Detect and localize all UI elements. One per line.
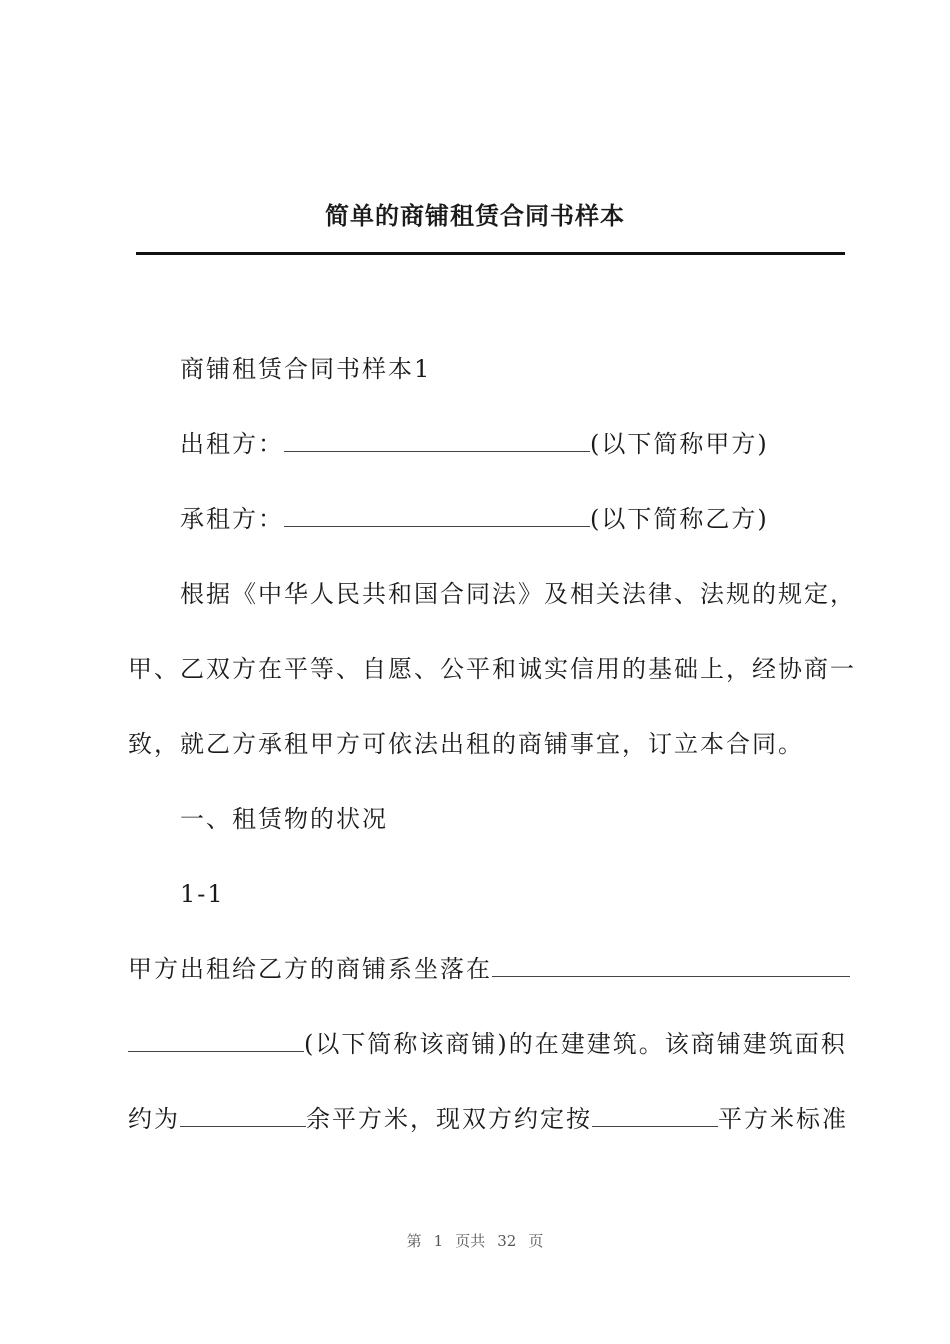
clause-line-1 [128,953,848,985]
footer-total-pages: 32 [497,1232,517,1250]
footer-label-1: 第 [406,1232,422,1250]
location-blank-cont [128,1029,304,1052]
lessor-label: 出租方： [180,430,284,458]
clause-line-3-b: 余平方米，现双方约定按 [306,1105,592,1133]
clause-line-3-a: 约为 [128,1105,180,1133]
clause-line-3-c: 平方米标准 [718,1105,848,1133]
lessee-label: 承租方： [180,505,284,533]
clause-line-3 [128,1103,848,1135]
intro-paragraph-line-2: 甲、乙双方在平等、自愿、公平和诚实信用的基础上，经协商一 [128,655,856,683]
lessee-line [180,503,900,535]
document-title: 简单的商铺租赁合同书样本 [325,202,625,230]
lessor-blank [284,429,590,452]
area-blank [180,1104,306,1127]
clause-line-2 [128,1028,848,1060]
contract-heading: 商铺租赁合同书样本1 [180,355,432,383]
clause-line-2-text: (以下简称该商铺)的在建建筑。该商铺建筑面积 [304,1030,847,1058]
lessor-line [180,428,900,460]
footer-label-2: 页共 [455,1232,486,1250]
page-footer [0,1230,950,1251]
clause-line-1-text: 甲方出租给乙方的商铺系坐落在 [128,955,492,983]
footer-label-3: 页 [528,1232,544,1250]
footer-page-number: 1 [433,1232,444,1250]
lessee-suffix: (以下简称乙方) [590,505,769,533]
lessor-suffix: (以下简称甲方) [590,430,769,458]
standard-area-blank [592,1104,718,1127]
clause-number: 1-1 [180,880,225,908]
lessee-blank [284,504,590,527]
section-1-title: 一、租赁物的状况 [180,805,388,833]
intro-paragraph-line-1: 根据《中华人民共和国合同法》及相关法律、法规的规定， [180,580,856,608]
intro-paragraph-line-3: 致，就乙方承租甲方可依法出租的商铺事宜，订立本合同。 [128,730,804,758]
location-blank [492,954,850,977]
title-divider [136,252,845,255]
